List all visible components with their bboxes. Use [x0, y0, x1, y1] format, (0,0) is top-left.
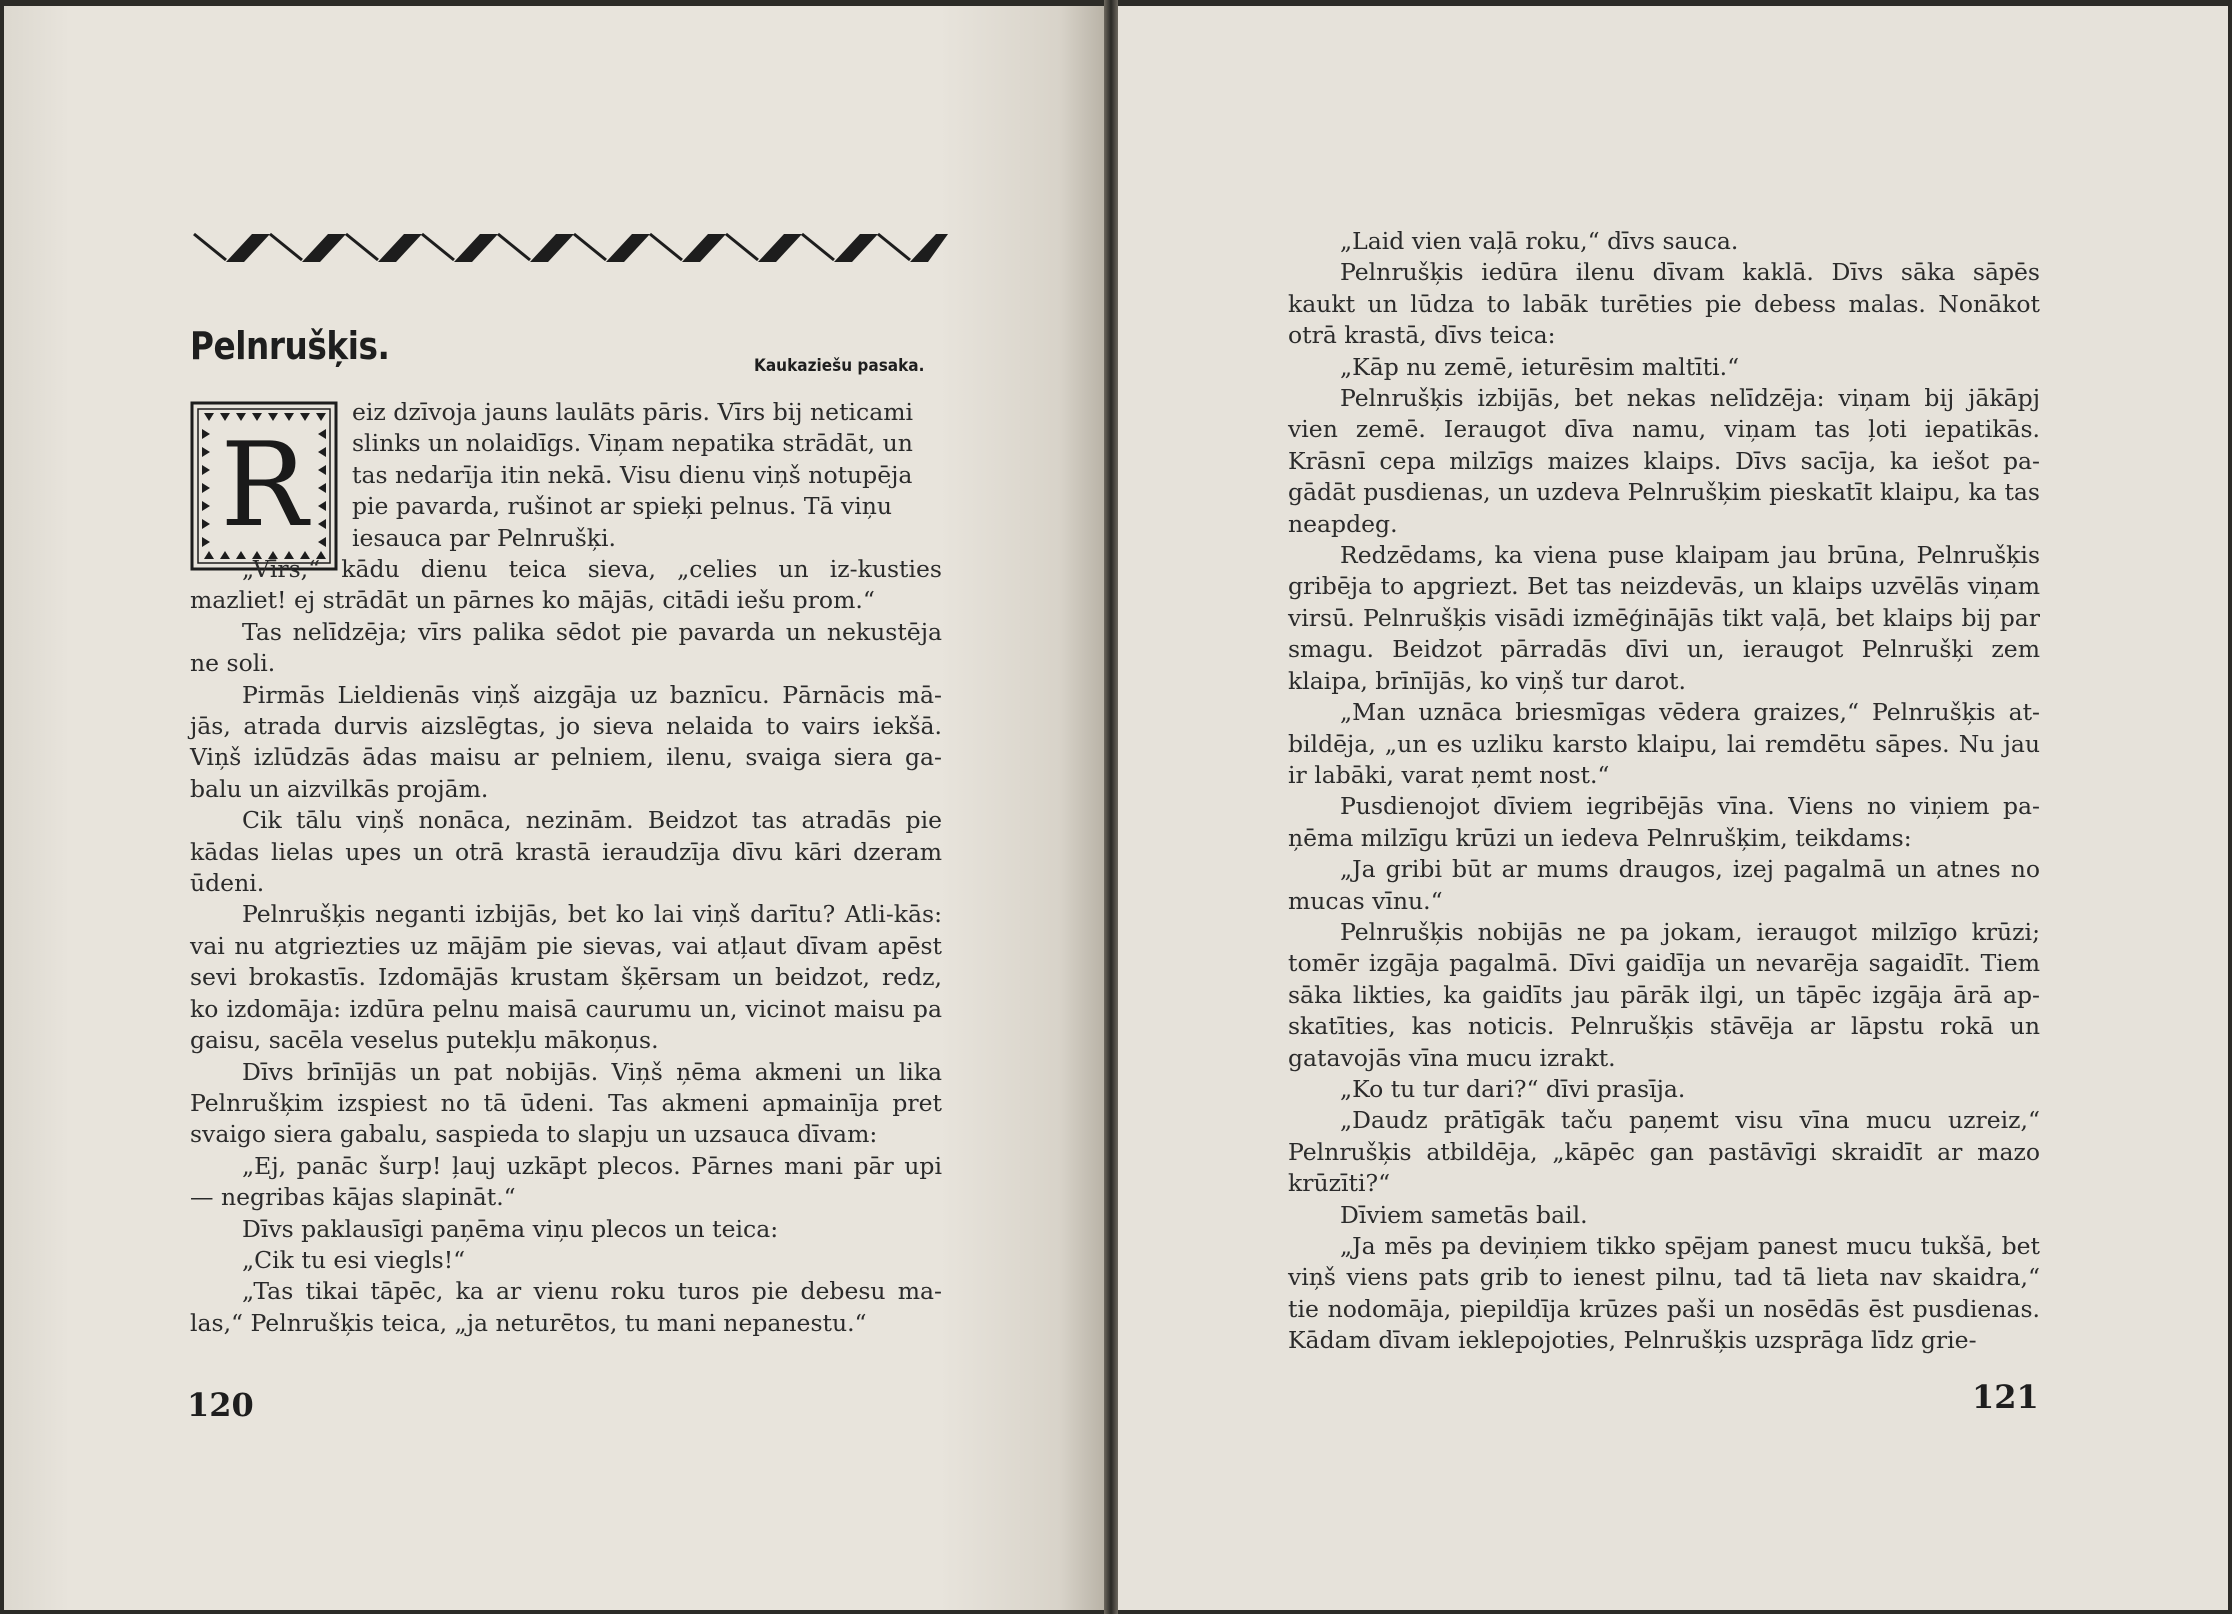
- paragraph: Dīvs brīnījās un pat nobijās. Viņš ņēma akmeni un lika Pelnrušķim izspiest no tā ūdeni. Tas akmeni apmainīja pret svaigo siera gabalu, saspieda to slapju un uzsauca dīvam:: [190, 1057, 942, 1149]
- paragraph: Cik tālu viņš nonāca, nezinām. Beidzot tas atradās pie kādas lielas upes un otrā krastā ieraudzīja dīvu kāri dzeram ūdeni.: [190, 806, 942, 898]
- paragraph: Pirmās Lieldienās viņš aizgāja uz baznīcu. Pārnācis mā-jās, atrada durvis aizslēgtas, jo sieva nelaida to vairs iekšā. Viņš izlūdzās ādas maisu ar pelniem, ilenu, svaiga siera ga-balu un aizvilkās projām.: [190, 680, 942, 803]
- paragraph: Dīviem sametās bail.: [1340, 1200, 1588, 1229]
- paragraph: „Ko tu tur dari?“ dīvi prasīja.: [1340, 1074, 1686, 1103]
- paragraph: „Laid vien vaļā roku,“ dīvs sauca.: [1340, 227, 1739, 255]
- paragraph: Pelnrušķis nobijās ne pa jokam, ieraugot milzīgo krūzi; tomēr izgāja pagalmā. Dīvi gaidīja un nevarēja sagaidīt. Tiem sāka likties, ka gaidīts jau pārāk ilgi, un tāpēc izgāja ārā ap-skatīties, kas noticis. Pelnrušķis stāvēja ar lāpstu rokā un gatavojās vīna mucu izrakt.: [1288, 917, 2040, 1072]
- page-number-right: 121: [1972, 1378, 2039, 1416]
- left-page: [4, 6, 1104, 1610]
- paragraph: „Man uznāca briesmīgas vēdera graizes,“ Pelnrušķis at-bildēja, „un es uzliku karsto klaipu, lai remdētu sāpes. Nu jau ir labāki, varat ņemt nost.“: [1288, 698, 2040, 789]
- paragraph: „Ja mēs pa deviņiem tikko spējam panest mucu tukšā, bet viņš viens pats grib to ienest pilnu, tad tā lieta nav skaidra,“ tie nodomāja, piepildīja krūzes paši un nosēdās ēst pusdienas. Kādam dīvam ieklepojoties, Pelnrušķis uzsprāga līdz grie-: [1288, 1232, 2040, 1355]
- paragraph: Redzēdams, ka viena puse klaipam jau brūna, Pelnrušķis gribēja to apgriezt. Bet tas neizdevās, un klaips uzvēlās viņam virsū. Pelnrušķis visādi izmēģinājās tikt vaļā, bet klaips bij par smagu. Beidzot pārradās dīvi un, ieraugot Pelnrušķi zem klaipa, brīnījās, ko viņš tur darot.: [1288, 541, 2040, 695]
- left-body-text: [190, 554, 942, 1339]
- paragraph: Pelnrušķis iedūra ilenu dīvam kaklā. Dīvs sāka sāpēs kaukt un lūdza to labāk turēties pie debess malas. Nonākot otrā krastā, dīvs teica:: [1288, 258, 2040, 350]
- book-gutter: [1104, 0, 1118, 1614]
- page-number-left: 120: [187, 1386, 254, 1424]
- paragraph: Pelnrušķis neganti izbijās, bet ko lai viņš darītu? Atli-kās: vai nu atgriezties uz mājām pie sievas, vai atļaut dīvam apēst sevi brokastīs. Izdomājās krustam šķērsam un beidzot, redz, ko izdomāja: izdūra pelnu maisā caurumu un, vicinot maisu pa gaisu, sacēla veselus putekļu mākoņus.: [190, 900, 942, 1055]
- paragraph: Dīvs paklausīgi paņēma viņu plecos un teica:: [242, 1214, 779, 1243]
- paragraph: „Ja gribi būt ar mums draugos, izej pagalmā un atnes no mucas vīnu.“: [1288, 855, 2040, 915]
- paragraph: „Cik tu esi viegls!“: [242, 1245, 466, 1274]
- story-title: Pelnrušķis.: [190, 324, 390, 368]
- zigzag-ornament-icon: [190, 230, 950, 266]
- text-line: iesauca par Pelnrušķi.: [352, 523, 616, 552]
- paragraph: „Vīrs,“ kādu dienu teica sieva, „celies un iz-kusties mazliet! ej strādāt un pārnes ko mājās, citādi iešu prom.“: [190, 555, 942, 615]
- right-body-text: [1288, 226, 2040, 1357]
- drop-cap: [190, 401, 338, 571]
- paragraph: „Daudz prātīgāk taču paņemt visu vīna mucu uzreiz,“ Pelnrušķis atbildēja, „kāpēc gan pastāvīgi skraidīt ar mazo krūzīti?“: [1288, 1106, 2040, 1198]
- text-line: pie pavarda, rušinot ar spieķi pelnus. Tā viņu: [352, 492, 893, 521]
- paragraph: „Kāp nu zemē, ieturēsim maltīti.“: [1340, 352, 1740, 381]
- text-line: eiz dzīvoja jauns laulāts pāris. Vīrs bij neticami: [352, 398, 914, 426]
- right-page: [1118, 6, 2228, 1610]
- text-line: tas nedarīja itin nekā. Visu dienu viņš notupēja: [352, 460, 913, 489]
- paragraph: „Ej, panāc šurp! ļauj uzkāpt plecos. Pārnes mani pār upi — negribas kājas slapināt.“: [190, 1151, 942, 1212]
- story-subtitle: Kaukaziešu pasaka.: [754, 356, 925, 376]
- paragraph: Pusdienojot dīviem iegribējās vīna. Viens no viņiem pa-ņēma milzīgu krūzi un iedeva Pelnrušķim, teikdams:: [1288, 792, 2040, 852]
- paragraph: „Tas tikai tāpēc, ka ar vienu roku turos pie debesu ma-las,“ Pelnrušķis teica, „ja neturētos, tu mani nepanestu.“: [190, 1277, 942, 1337]
- paragraph: Tas nelīdzēja; vīrs palika sēdot pie pavarda un nekustēja ne soli.: [190, 617, 942, 678]
- drop-cap-letter: R: [220, 418, 308, 553]
- left-intro-text: [352, 397, 942, 554]
- text-line: slinks un nolaidīgs. Viņam nepatika strādāt, un: [352, 429, 913, 458]
- paragraph: Pelnrušķis izbijās, bet nekas nelīdzēja: viņam bij jākāpj vien zemē. Ieraugot dīva namu, viņam tas ļoti iepatikās. Krāsnī cepa milzīgs maizes klaips. Dīvs sacīja, ka iešot pa-gādāt pusdienas, un uzdeva Pelnrušķim pieskatīt klaipu, ka tas neapdeg.: [1288, 384, 2040, 538]
